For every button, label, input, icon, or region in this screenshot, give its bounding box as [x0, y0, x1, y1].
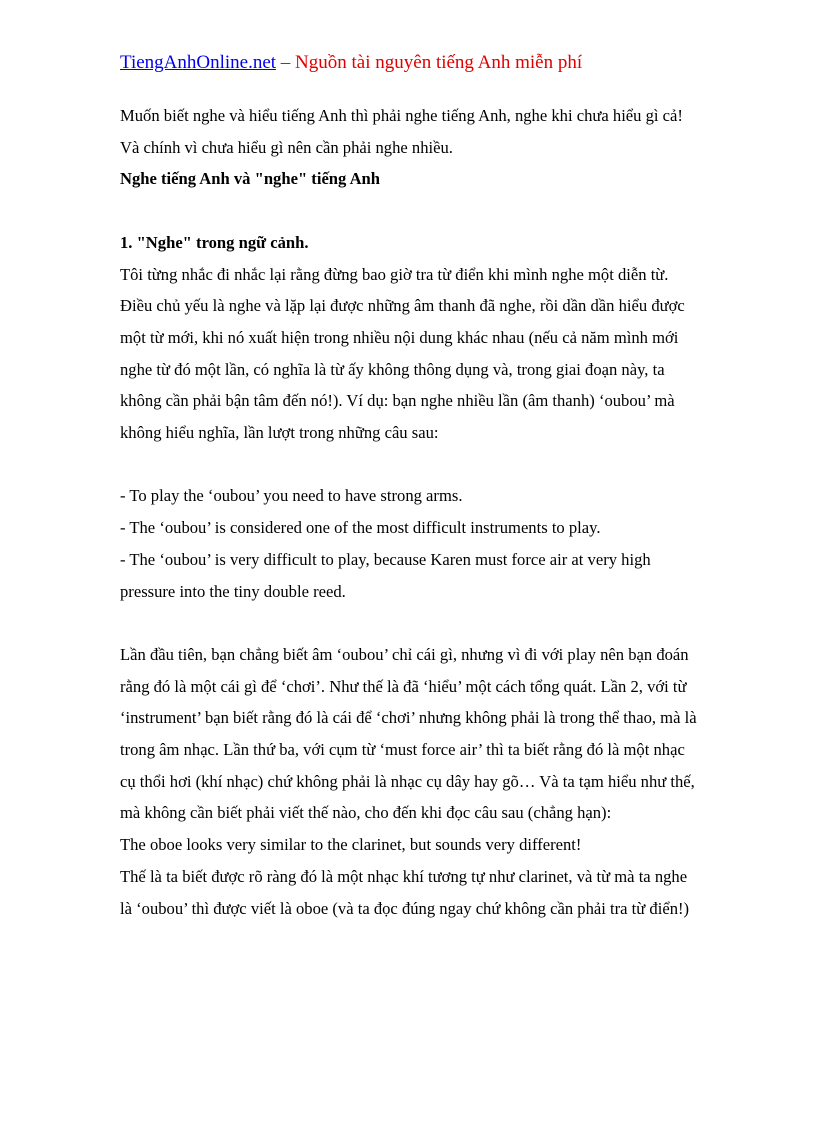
header-tagline: Nguồn tài nguyên tiếng Anh miễn phí: [295, 52, 583, 73]
explanation-paragraph: Lần đầu tiên, bạn chẳng biết âm ‘oubou’ chỉ cái gì, nhưng vì đi với play nên bạn đoán rằng đó là một cái gì để ‘chơi’. Như thế là đã ‘hiểu’ một cách tổng quát. Lần 2, với từ ‘instrument’ bạn biết rằng đó là cái để ‘chơi’ nhưng không phải là trong thể thao, mà là trong âm nhạc. Lần thứ ba, với cụm từ ‘must force air’ thì ta biết rằng đó là một nhạc cụ thổi hơi (khí nhạc) chứ không phải là nhạc cụ dây hay gõ… Và ta tạm hiểu như thế, mà không cần biết phải viết thế nào, cho đến khi đọc câu sau (chẳng hạn):: [120, 644, 697, 823]
page-header: [120, 50, 582, 76]
oboe-sentence: The oboe looks very similar to the clarinet, but sounds very different!: [120, 835, 582, 855]
example-sentence: - The ‘oubou’ is very difficult to play, because Karen must force air at very high pressure into the tiny double reed.: [120, 549, 651, 601]
article-body: [120, 100, 700, 924]
article-title: Nghe tiếng Anh và "nghe" tiếng Anh: [120, 169, 381, 189]
example-sentence: - The ‘oubou’ is considered one of the most difficult instruments to play.: [120, 518, 601, 538]
spacer: [120, 607, 700, 639]
spacer: [120, 195, 700, 227]
header-separator: –: [280, 52, 291, 73]
section-heading: 1. "Nghe" trong ngữ cảnh.: [120, 232, 309, 252]
example-sentence: - To play the ‘oubou’ you need to have strong arms.: [120, 486, 463, 506]
section-paragraph: Tôi từng nhắc đi nhắc lại rằng đừng bao giờ tra từ điển khi mình nghe một diễn từ. Điều chủ yếu là nghe và lặp lại được những âm thanh đã nghe, rồi dần dần hiểu được một từ mới, khi nó xuất hiện trong nhiều nội dung khác nhau (nếu cả năm mình mới nghe từ đó một lần, có nghĩa là từ ấy không thông dụng và, trong giai đoạn này, ta không cần phải bận tâm đến nó!). Ví dụ: bạn nghe nhiều lần (âm thanh) ‘oubou’ mà không hiểu nghĩa, lần lượt trong những câu sau:: [120, 264, 685, 443]
intro-paragraph: Muốn biết nghe và hiểu tiếng Anh thì phải nghe tiếng Anh, nghe khi chưa hiểu gì cả! Và chính vì chưa hiểu gì nên cần phải nghe nhiều.: [120, 106, 683, 157]
conclusion-paragraph: Thế là ta biết được rõ ràng đó là một nhạc khí tương tự như clarinet, và từ mà ta nghe là ‘oubou’ thì được viết là oboe (và ta đọc đúng ngay chứ không cần phải tra từ điển!): [120, 866, 690, 918]
spacer: [120, 449, 700, 481]
site-link[interactable]: TiengAnhOnline.net: [120, 52, 277, 73]
